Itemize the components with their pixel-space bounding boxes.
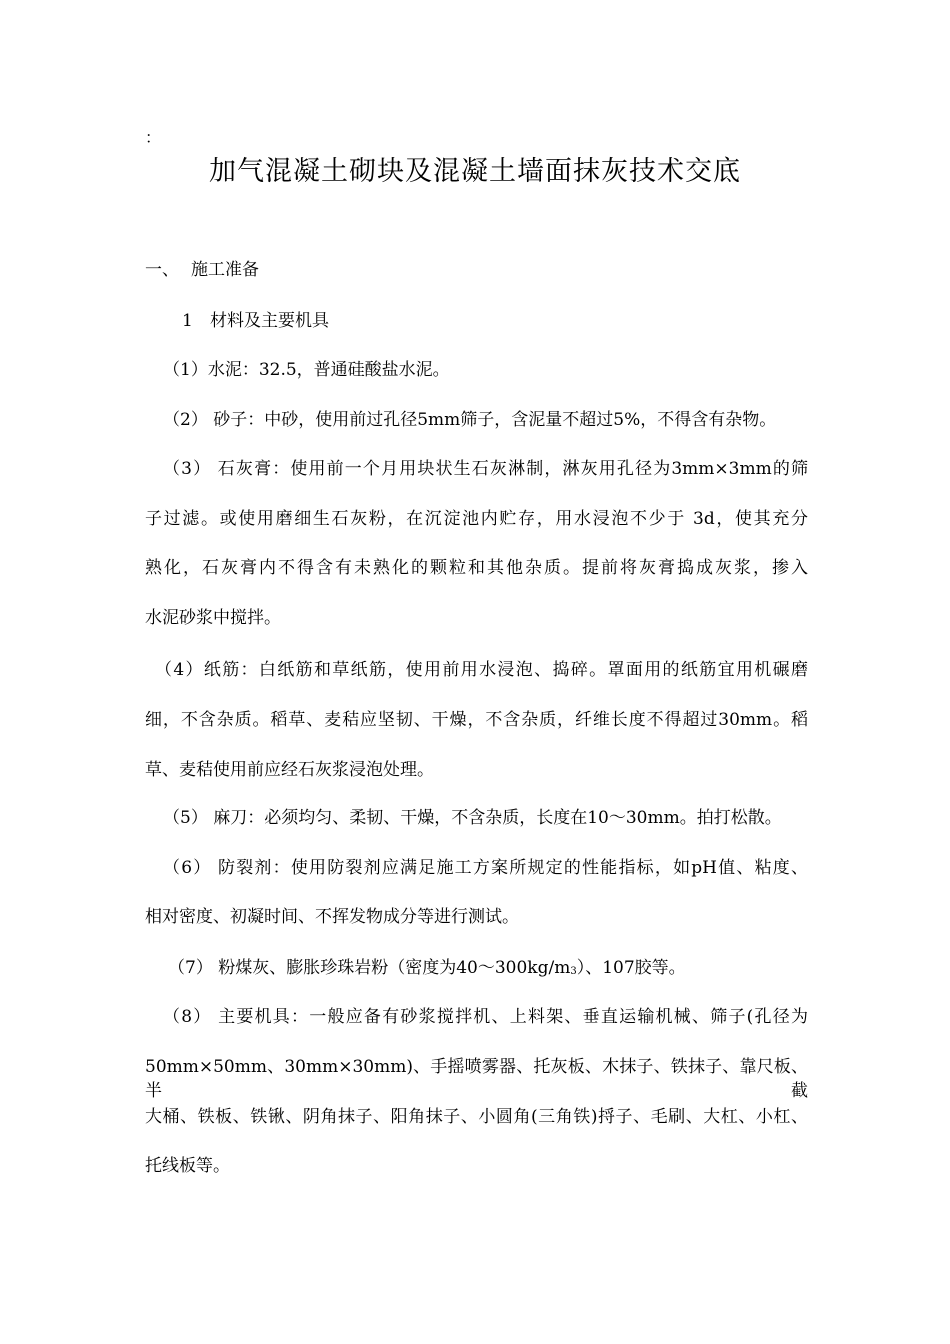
paragraph-line: （2） 砂子：中砂，使用前过孔径5mm筛子，含泥量不超过5%，不得含有杂物。 — [163, 410, 777, 430]
line7-text-end: ）、107胶等。 — [576, 958, 686, 978]
subsection-number: 1 — [182, 311, 193, 331]
paragraph-line: 托线板等。 — [145, 1156, 230, 1176]
paragraph-line: 大桶、铁板、铁锹、阴角抹子、阳角抹子、小圆角(三角铁)捋子、毛刷、大杠、小杠、 — [145, 1107, 808, 1127]
subsection-label: 材料及主要机具 — [210, 311, 329, 331]
section-number: 一、 — [145, 260, 179, 280]
paragraph-line: 水泥砂浆中搅拌。 — [145, 608, 281, 628]
paragraph-line: （6） 防裂剂：使用防裂剂应满足施工方案所规定的性能指标，如pH值、粘度、 — [163, 858, 808, 878]
paragraph-line: 草、麦秸使用前应经石灰浆浸泡处理。 — [145, 760, 434, 780]
subsection-heading — [182, 309, 329, 333]
paragraph-line: 相对密度、初凝时间、不挥发物成分等进行测试。 — [145, 907, 519, 927]
document-title: 加气混凝土砌块及混凝土墙面抹灰技术交底 — [209, 156, 741, 187]
paragraph-line: （8） 主要机具：一般应备有砂浆搅拌机、上料架、垂直运输机械、筛子(孔径为 — [163, 1007, 808, 1027]
paragraph-line — [168, 956, 686, 984]
paragraph-line: （1）水泥：32.5，普通硅酸盐水泥。 — [163, 360, 450, 380]
line7-text: （7） 粉煤灰、膨胀珍珠岩粉（密度为40～300kg/m — [168, 958, 571, 978]
section-heading — [145, 258, 259, 282]
paragraph-line: 细，不含杂质。稻草、麦秸应坚韧、干燥，不含杂质，纤维长度不得超过30mm。稻 — [145, 710, 808, 730]
section-label: 施工准备 — [191, 260, 259, 280]
corner-marker: ： — [145, 128, 162, 147]
paragraph-line: （4）纸筋：白纸筋和草纸筋，使用前用水浸泡、捣碎。罩面用的纸筋宜用机碾磨 — [155, 660, 808, 680]
unit-subscript: 3 — [570, 966, 577, 977]
paragraph-line: 50mm×50mm、30mm×30mm)、手摇喷雾器、托灰板、木抹子、铁抹子、靠尺板、半截 — [145, 1057, 808, 1101]
paragraph-line: 子过滤。或使用磨细生石灰粉，在沉淀池内贮存，用水浸泡不少于 3d，使其充分 — [145, 509, 808, 529]
paragraph-line: （5） 麻刀：必须均匀、柔韧、干燥，不含杂质，长度在10～30mm。拍打松散。 — [163, 808, 782, 828]
paragraph-line: （3） 石灰膏：使用前一个月用块状生石灰淋制，淋灰用孔径为3mm×3mm的筛 — [163, 459, 808, 479]
paragraph-line: 熟化，石灰膏内不得含有未熟化的颗粒和其他杂质。提前将灰膏捣成灰浆，掺入 — [145, 558, 808, 578]
